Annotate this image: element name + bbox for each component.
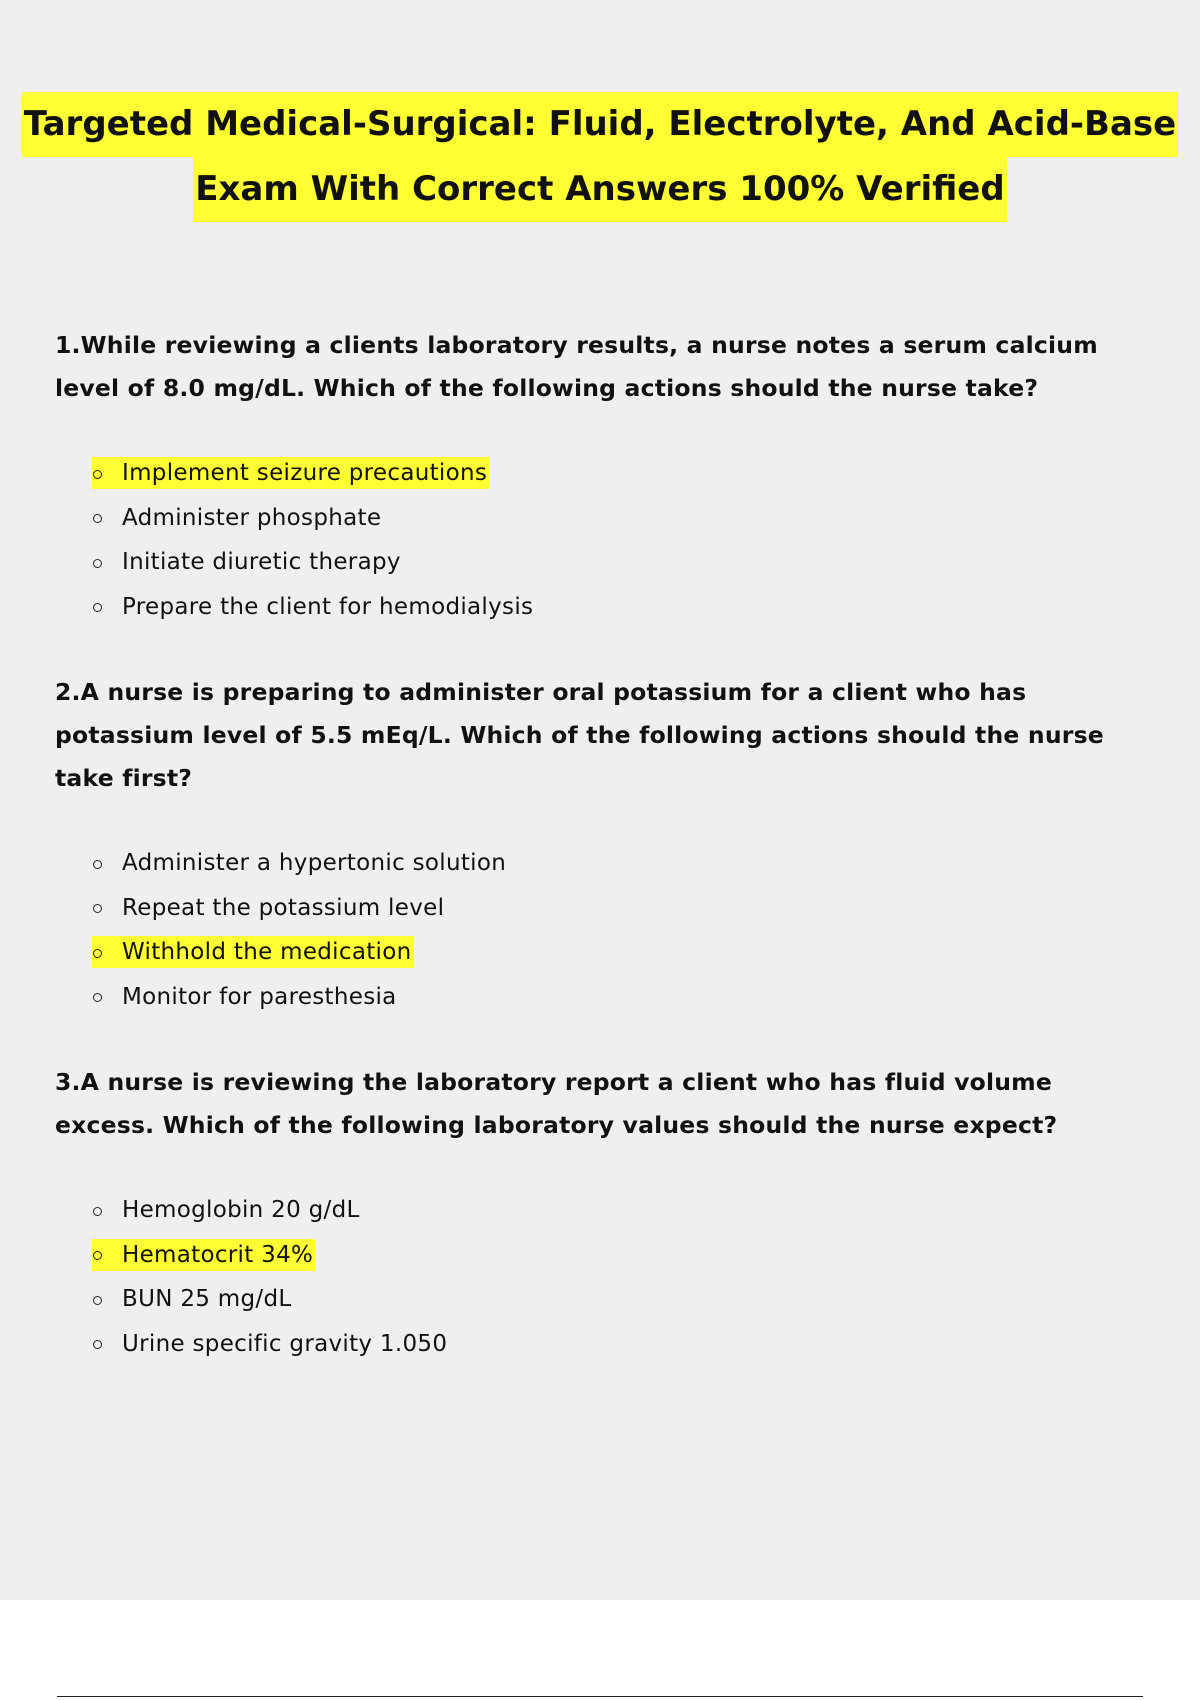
question-2 [55,671,1155,800]
option-label: Withhold the medication [122,939,412,966]
question-3-line-1: 3.A nurse is reviewing the laboratory report a client who has fluid volume [55,1068,1052,1096]
question-3-line-2: excess. Which of the following laboratory values should the nurse expect? [55,1111,1058,1139]
question-2-line-3: take first? [55,764,193,792]
question-1-line-1: 1.While reviewing a clients laboratory results, a nurse notes a serum calcium [55,331,1098,359]
question-2-line-1: 2.A nurse is preparing to administer oral potassium for a client who has [55,678,1027,706]
option-2b [92,886,508,931]
option-label: Initiate diuretic therapy [122,549,401,576]
option-1b [92,496,535,541]
circle-bullet-icon [93,993,102,1002]
option-label: Administer phosphate [122,504,382,531]
question-3-options [92,1188,449,1366]
option-2d [92,975,508,1020]
circle-bullet-icon [93,1207,102,1216]
circle-bullet-icon [93,514,102,523]
option-1a [92,451,535,496]
option-2a [92,841,508,886]
option-label: Administer a hypertonic solution [122,850,507,877]
circle-bullet-icon [93,470,102,479]
circle-bullet-icon [93,1340,102,1349]
option-label: Urine specific gravity 1.050 [122,1330,448,1357]
option-label: Hematocrit 34% [122,1241,314,1268]
option-3c [92,1277,449,1322]
option-3d [92,1322,449,1367]
circle-bullet-icon [93,1296,102,1305]
circle-bullet-icon [93,559,102,568]
page-divider [57,1696,1143,1697]
question-1-line-2: level of 8.0 mg/dL. Which of the following actions should the nurse take? [55,374,1039,402]
circle-bullet-icon [93,949,102,958]
question-3 [55,1061,1155,1147]
option-label: Prepare the client for hemodialysis [122,593,534,620]
question-1-options [92,451,535,629]
circle-bullet-icon [93,904,102,913]
circle-bullet-icon [93,1251,102,1260]
option-label: Hemoglobin 20 g/dL [122,1197,360,1224]
option-label: Monitor for paresthesia [122,983,397,1010]
option-3b [92,1233,449,1278]
question-1 [55,324,1155,410]
title-line-1: Targeted Medical-Surgical: Fluid, Electrolyte, And Acid-Base [22,92,1178,157]
circle-bullet-icon [93,603,102,612]
option-3a [92,1188,449,1233]
circle-bullet-icon [93,860,102,869]
question-2-line-2: potassium level of 5.5 mEq/L. Which of the following actions should the nurse [55,721,1104,749]
title-line-2: Exam With Correct Answers 100% Verified [193,157,1006,222]
option-label: Implement seizure precautions [122,460,488,487]
option-1d [92,585,535,630]
option-label: BUN 25 mg/dL [122,1286,292,1313]
option-2c [92,930,508,975]
option-label: Repeat the potassium level [122,894,445,921]
option-1c [92,540,535,585]
question-2-options [92,841,508,1019]
document-title [0,92,1200,222]
